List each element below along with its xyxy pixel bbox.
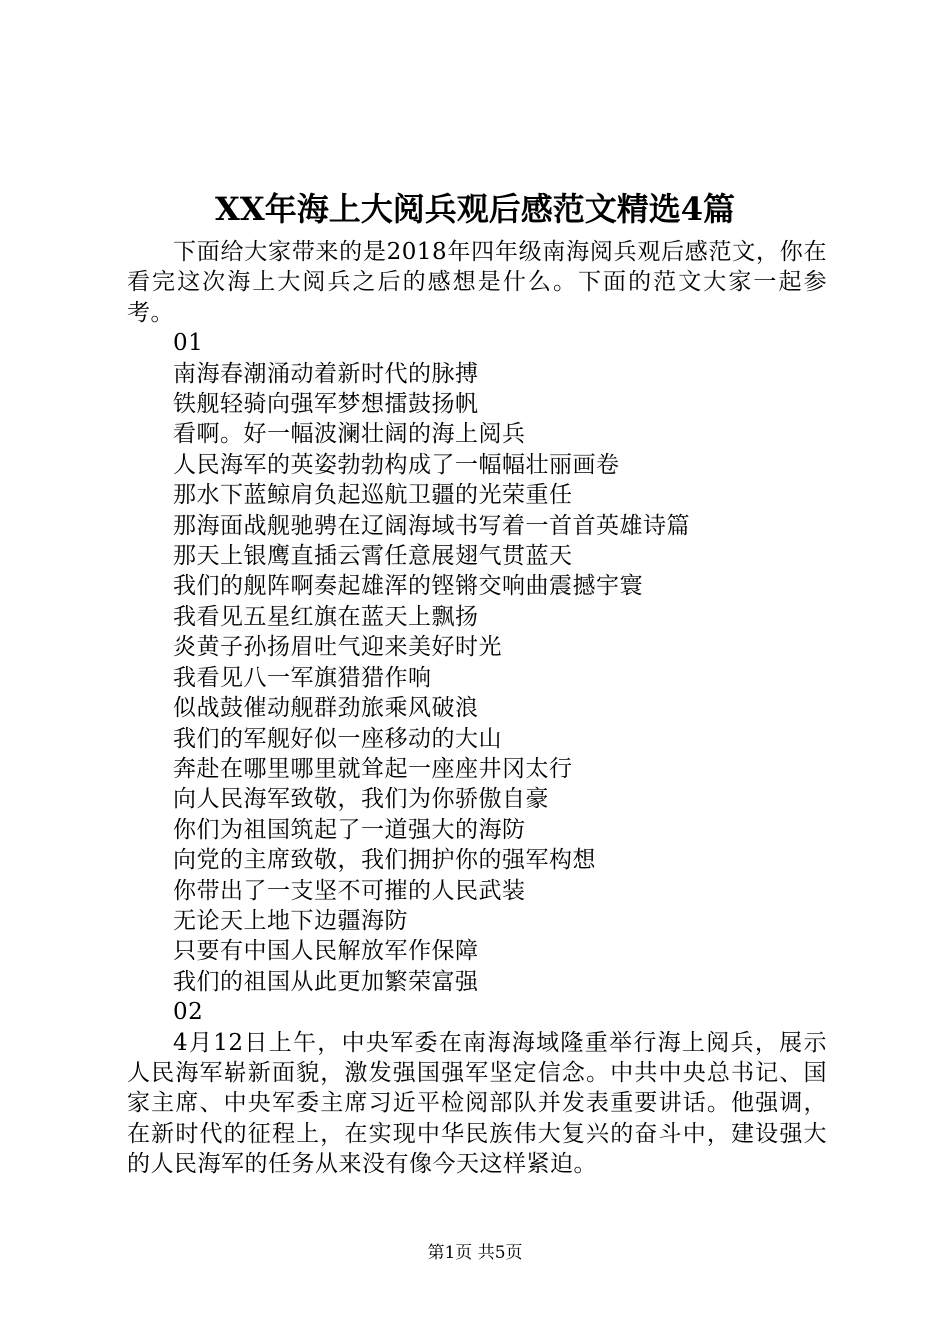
intro-paragraph: 下面给大家带来的是2018年四年级南海阅兵观后感范文，你在看完这次海上大阅兵之后的感想是什么。下面的范文大家一起参考。 xyxy=(127,239,827,326)
page-footer: 第1页 共5页 xyxy=(427,1243,523,1263)
poem-line: 我看见五星红旗在蓝天上飘扬 xyxy=(173,603,479,630)
poem-line: 人民海军的英姿勃勃构成了一幅幅壮丽画卷 xyxy=(173,451,620,478)
poem-line: 看啊。好一幅波澜壮阔的海上阅兵 xyxy=(173,421,526,448)
poem-line: 你们为祖国筑起了一道强大的海防 xyxy=(173,816,526,843)
poem xyxy=(127,359,827,998)
document-title: XX年海上大阅兵观后感范文精选4篇 xyxy=(215,190,735,228)
poem-line: 只要有中国人民解放军作保障 xyxy=(173,938,479,965)
poem-line: 我们的舰阵啊奏起雄浑的铿锵交响曲震撼宇寰 xyxy=(173,573,643,600)
poem-line: 你带出了一支坚不可摧的人民武装 xyxy=(173,877,526,904)
section-number-2: 02 xyxy=(173,999,204,1026)
poem-line: 那天上银鹰直插云霄任意展翅气贯蓝天 xyxy=(173,543,573,570)
poem-line: 奔赴在哪里哪里就耸起一座座井冈太行 xyxy=(173,755,573,782)
poem-line: 那海面战舰驰骋在辽阔海域书写着一首首英雄诗篇 xyxy=(173,512,690,539)
document-body xyxy=(127,237,827,1180)
poem-line: 我们的祖国从此更加繁荣富强 xyxy=(173,968,479,995)
poem-line: 南海春潮涌动着新时代的脉搏 xyxy=(173,360,479,387)
section2-paragraph: 4月12日上午，中央军委在南海海域隆重举行海上阅兵，展示人民海军崭新面貌，激发强国强军坚定信念。中共中央总书记、国家主席、中央军委主席习近平检阅部队并发表重要讲话。他强调，在新时代的征程上，在实现中华民族伟大复兴的奋斗中，建设强大的人民海军的任务从来没有像今天这样紧迫。 xyxy=(127,1029,827,1178)
poem-line: 铁舰轻骑向强军梦想擂鼓扬帆 xyxy=(173,391,479,418)
poem-line: 无论天上地下边疆海防 xyxy=(173,907,408,934)
poem-line: 向人民海军致敬，我们为你骄傲自豪 xyxy=(173,786,549,813)
poem-line: 似战鼓催动舰群劲旅乘风破浪 xyxy=(173,695,479,722)
poem-line: 我们的军舰好似一座移动的大山 xyxy=(173,725,502,752)
poem-line: 向党的主席致敬，我们拥护你的强军构想 xyxy=(173,847,596,874)
poem-line: 那水下蓝鲸肩负起巡航卫疆的光荣重任 xyxy=(173,482,573,509)
section-number-1: 01 xyxy=(173,330,204,357)
poem-line: 我看见八一军旗猎猎作响 xyxy=(173,664,432,691)
poem-line: 炎黄子孙扬眉吐气迎来美好时光 xyxy=(173,634,502,661)
